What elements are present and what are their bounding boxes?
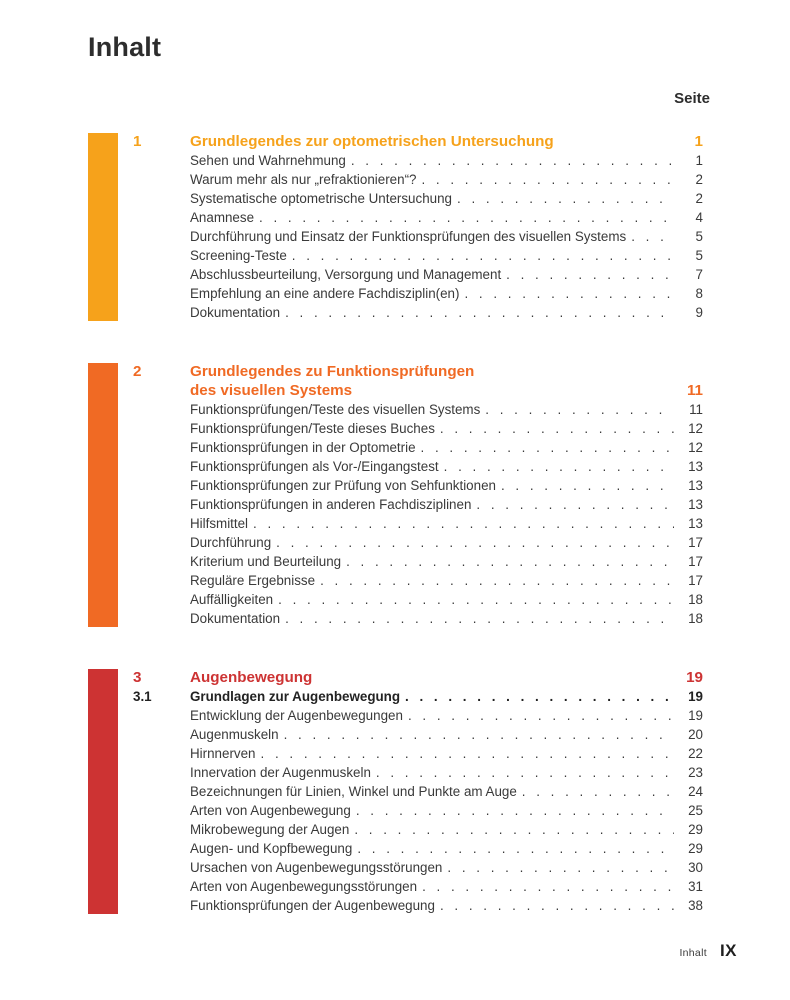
entry-label: Kriterium und Beurteilung: [190, 554, 342, 569]
dot-leader: [447, 858, 674, 877]
entry-label: Durchführung und Einsatz der Funktionsprüfungen des visuellen Systems: [190, 229, 627, 244]
entry-content: [190, 896, 703, 915]
chapter-title-line: Augenbewegung: [190, 669, 313, 686]
entry-label: Bezeichnungen für Linien, Winkel und Punkte am Auge: [190, 784, 517, 799]
entry-content: [190, 495, 703, 514]
dot-leader: [485, 400, 674, 419]
chapter-heading-row: [133, 132, 703, 151]
entry-label: Dokumentation: [190, 611, 281, 626]
entry-label: Arten von Augenbewegungsstörungen: [190, 879, 418, 894]
entry-page-number: 29: [688, 822, 703, 837]
dot-leader: [421, 438, 674, 457]
dot-leader: [259, 208, 674, 227]
toc-entry-row: [133, 170, 703, 189]
chapter-entries: [133, 687, 703, 915]
chapter-entries: [133, 151, 703, 322]
entry-label: Funktionsprüfungen der Augenbewegung: [190, 898, 435, 913]
chapter-block: [88, 668, 703, 915]
chapter-heading-row: [133, 362, 703, 400]
entry-page-number: 18: [688, 592, 703, 607]
entry-content: [190, 820, 703, 839]
toc-entry-row: [133, 801, 703, 820]
entry-page-number: 2: [695, 191, 703, 206]
toc-entry-row: [133, 725, 703, 744]
toc-entry-row: [133, 782, 703, 801]
chapter-number: 2: [133, 363, 142, 380]
entry-page-number: 19: [688, 708, 703, 723]
entry-page-number: 17: [688, 554, 703, 569]
entry-page-number: 12: [688, 440, 703, 455]
entry-content: [190, 265, 703, 284]
chapter-title: [190, 362, 677, 400]
entry-content: [190, 839, 703, 858]
entry-content: [190, 590, 703, 609]
chapter-color-bar: [88, 363, 118, 627]
entry-page-number: 13: [688, 516, 703, 531]
dot-leader: [422, 877, 674, 896]
dot-leader: [376, 763, 674, 782]
chapter-block: [88, 132, 703, 322]
entry-label: Ursachen von Augenbewegungsstörungen: [190, 860, 443, 875]
entry-content: [190, 552, 703, 571]
dot-leader: [501, 476, 674, 495]
toc-entry-row: [133, 189, 703, 208]
page-footer: [679, 941, 737, 961]
toc-entry-row: [133, 227, 703, 246]
dot-leader: [421, 170, 674, 189]
entry-content: [190, 189, 703, 208]
dot-leader: [285, 303, 674, 322]
entry-label: Reguläre Ergebnisse: [190, 573, 316, 588]
entry-page-number: 24: [688, 784, 703, 799]
entry-content: [190, 877, 703, 896]
toc-entry-row: [133, 246, 703, 265]
dot-leader: [408, 706, 674, 725]
dot-leader: [346, 552, 674, 571]
entry-page-number: 2: [695, 172, 703, 187]
entry-content: [190, 725, 703, 744]
entry-label: Funktionsprüfungen in anderen Fachdisziplinen: [190, 497, 472, 512]
entry-content: [190, 763, 703, 782]
entry-content: [190, 858, 703, 877]
entry-label: Screening-Teste: [190, 248, 287, 263]
dot-leader: [440, 419, 674, 438]
entry-label: Systematische optometrische Untersuchung: [190, 191, 452, 206]
toc-entry-row: [133, 457, 703, 476]
dot-leader: [284, 725, 674, 744]
toc-entry-row: [133, 687, 703, 706]
entry-content: [190, 687, 703, 706]
entry-page-number: 22: [688, 746, 703, 761]
toc-entry-row: [133, 820, 703, 839]
dot-leader: [444, 457, 674, 476]
chapter-color-bar: [88, 669, 118, 914]
entry-content: [190, 170, 703, 189]
entry-page-number: 17: [688, 573, 703, 588]
toc-entry-row: [133, 208, 703, 227]
entry-page-number: 19: [688, 689, 703, 704]
chapter-rows: [133, 362, 703, 628]
entry-content: [190, 782, 703, 801]
dot-leader: [253, 514, 674, 533]
chapter-page-number: 1: [694, 133, 703, 150]
entry-label: Funktionsprüfungen als Vor-/Eingangstest: [190, 459, 439, 474]
footer-page-number: IX: [719, 941, 737, 960]
toc-entry-row: [133, 858, 703, 877]
entry-content: [190, 208, 703, 227]
entry-content: [190, 571, 703, 590]
entry-page-number: 30: [688, 860, 703, 875]
toc-entry-row: [133, 265, 703, 284]
entry-label: Abschlussbeurteilung, Versorgung und Management: [190, 267, 502, 282]
entry-page-number: 20: [688, 727, 703, 742]
entry-content: [190, 801, 703, 820]
chapter-heading-row: [133, 668, 703, 687]
chapter-title: [190, 132, 677, 151]
chapter-number: 3: [133, 669, 142, 686]
entry-content: [190, 744, 703, 763]
entry-label: Funktionsprüfungen in der Optometrie: [190, 440, 416, 455]
chapter-entries: [133, 400, 703, 628]
entry-page-number: 31: [688, 879, 703, 894]
toc-entry-row: [133, 438, 703, 457]
chapter-heading-content: [190, 362, 703, 400]
entry-content: [190, 419, 703, 438]
entry-content: [190, 303, 703, 322]
entry-label: Grundlagen zur Augenbewegung: [190, 689, 401, 704]
toc-entry-row: [133, 763, 703, 782]
toc-entry-row: [133, 877, 703, 896]
entry-label: Hirnnerven: [190, 746, 256, 761]
entry-page-number: 8: [695, 286, 703, 301]
chapter-page-number: 19: [686, 669, 703, 686]
entry-content: [190, 227, 703, 246]
entry-label: Warum mehr als nur „refraktionieren“?: [190, 172, 417, 187]
chapter-rows: [133, 668, 703, 915]
entry-label: Auffälligkeiten: [190, 592, 274, 607]
entry-page-number: 17: [688, 535, 703, 550]
chapter-title-line: Grundlegendes zu Funktionsprüfungen: [190, 363, 475, 380]
entry-content: [190, 706, 703, 725]
entry-page-number: 29: [688, 841, 703, 856]
toc-entry-row: [133, 552, 703, 571]
dot-leader: [261, 744, 675, 763]
toc-entry-row: [133, 476, 703, 495]
entry-page-number: 23: [688, 765, 703, 780]
page-column-label: Seite: [674, 90, 710, 107]
page-title: Inhalt: [88, 32, 162, 62]
chapter-title-line: Grundlegendes zur optometrischen Untersuchung: [190, 133, 554, 150]
entry-label: Innervation der Augenmuskeln: [190, 765, 371, 780]
toc-entry-row: [133, 839, 703, 858]
chapter-heading-content: [190, 668, 703, 687]
entry-page-number: 9: [695, 305, 703, 320]
toc-entry-row: [133, 896, 703, 915]
chapter-rows: [133, 132, 703, 322]
entry-label: Sehen und Wahrnehmung: [190, 153, 346, 168]
entry-label: Hilfsmittel: [190, 516, 249, 531]
entry-label: Anamnese: [190, 210, 255, 225]
toc-entry-row: [133, 533, 703, 552]
chapter-heading-content: [190, 132, 703, 151]
dot-leader: [464, 284, 674, 303]
dot-leader: [292, 246, 674, 265]
entry-label: Mikrobewegung der Augen: [190, 822, 350, 837]
chapter-number: 1: [133, 133, 142, 150]
toc: [0, 132, 790, 915]
chapter-page-number: 11: [686, 382, 703, 399]
chapter-color-bar: [88, 133, 118, 321]
chapter-title-line: des visuellen Systems: [190, 382, 353, 399]
toc-entry-row: [133, 609, 703, 628]
entry-number: 3.1: [133, 689, 152, 704]
entry-page-number: 13: [688, 497, 703, 512]
entry-content: [190, 457, 703, 476]
entry-page-number: 18: [688, 611, 703, 626]
toc-entry-row: [133, 514, 703, 533]
entry-content: [190, 438, 703, 457]
chapter-block: [88, 362, 703, 628]
dot-leader: [405, 687, 674, 706]
dot-leader: [320, 571, 674, 590]
dot-leader: [278, 590, 674, 609]
toc-entry-row: [133, 284, 703, 303]
entry-page-number: 4: [695, 210, 703, 225]
entry-page-number: 5: [695, 248, 703, 263]
entry-label: Augen- und Kopfbewegung: [190, 841, 353, 856]
entry-label: Funktionsprüfungen zur Prüfung von Sehfunktionen: [190, 478, 496, 493]
dot-leader: [631, 227, 674, 246]
dot-leader: [506, 265, 674, 284]
entry-content: [190, 533, 703, 552]
dot-leader: [440, 896, 674, 915]
dot-leader: [522, 782, 674, 801]
entry-page-number: 1: [695, 153, 703, 168]
dot-leader: [354, 820, 674, 839]
entry-content: [190, 246, 703, 265]
entry-content: [190, 476, 703, 495]
entry-label: Entwicklung der Augenbewegungen: [190, 708, 403, 723]
footer-section-label: Inhalt: [679, 947, 707, 959]
dot-leader: [276, 533, 674, 552]
toc-entry-row: [133, 706, 703, 725]
entry-page-number: 7: [695, 267, 703, 282]
dot-leader: [357, 839, 674, 858]
entry-page-number: 13: [688, 478, 703, 493]
entry-label: Funktionsprüfungen/Teste des visuellen Systems: [190, 402, 481, 417]
entry-content: [190, 151, 703, 170]
entry-content: [190, 284, 703, 303]
dot-leader: [351, 151, 674, 170]
toc-entry-row: [133, 495, 703, 514]
entry-label: Augenmuskeln: [190, 727, 279, 742]
toc-entry-row: [133, 744, 703, 763]
toc-entry-row: [133, 590, 703, 609]
entry-label: Funktionsprüfungen/Teste dieses Buches: [190, 421, 435, 436]
toc-entry-row: [133, 151, 703, 170]
dot-leader: [457, 189, 674, 208]
entry-page-number: 25: [688, 803, 703, 818]
dot-leader: [356, 801, 674, 820]
entry-label: Durchführung: [190, 535, 272, 550]
toc-entry-row: [133, 419, 703, 438]
entry-page-number: 38: [688, 898, 703, 913]
entry-page-number: 5: [695, 229, 703, 244]
toc-entry-row: [133, 303, 703, 322]
entry-content: [190, 514, 703, 533]
entry-content: [190, 400, 703, 419]
entry-content: [190, 609, 703, 628]
entry-label: Dokumentation: [190, 305, 281, 320]
chapter-title: [190, 668, 677, 687]
toc-entry-row: [133, 571, 703, 590]
entry-page-number: 13: [688, 459, 703, 474]
entry-label: Empfehlung an eine andere Fachdisziplin(en): [190, 286, 460, 301]
dot-leader: [476, 495, 674, 514]
entry-page-number: 11: [689, 402, 703, 417]
dot-leader: [285, 609, 674, 628]
toc-entry-row: [133, 400, 703, 419]
entry-label: Arten von Augenbewegung: [190, 803, 351, 818]
entry-page-number: 12: [688, 421, 703, 436]
